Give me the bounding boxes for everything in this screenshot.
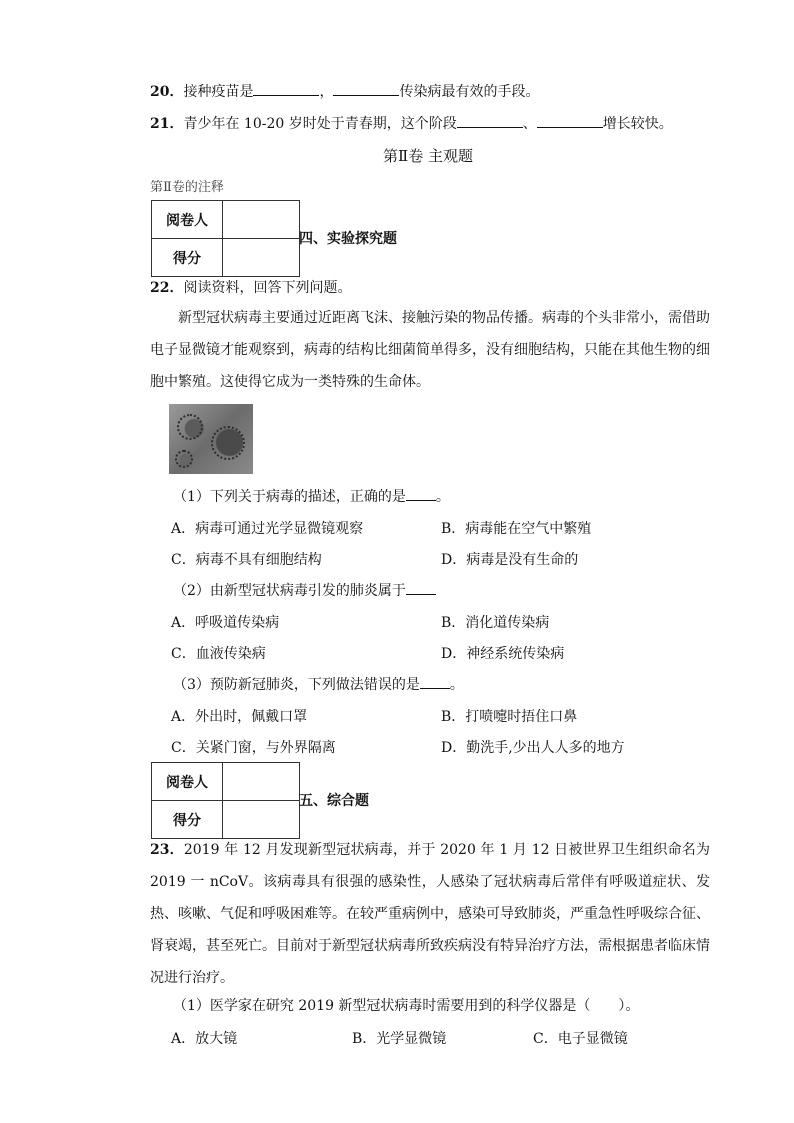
separator: 、	[522, 116, 537, 132]
punct: 。	[449, 677, 464, 693]
option-c[interactable]: C．病毒不具有细胞结构	[171, 552, 322, 568]
sub-question-3	[173, 674, 464, 695]
question-number: 21．	[150, 116, 184, 132]
answer-blank[interactable]	[457, 113, 523, 128]
question-text: 青少年在 10-20 岁时处于青春期，这个阶段	[183, 116, 457, 132]
option-b[interactable]: B．光学显微镜	[352, 1031, 447, 1047]
score-label: 得分	[152, 801, 223, 839]
score-field[interactable]	[223, 801, 300, 839]
question-text: 接种疫苗是	[183, 84, 254, 100]
punct: 。	[435, 489, 450, 505]
option-c[interactable]: C．关紧门窗，与外界隔离	[171, 740, 336, 756]
question-text: 传染病最有效的手段。	[399, 84, 540, 100]
option-c[interactable]: C．血液传染病	[171, 646, 266, 662]
question-23	[150, 834, 710, 994]
answer-blank[interactable]	[420, 674, 450, 689]
reviewer-label: 阅卷人	[152, 763, 223, 801]
option-c[interactable]: C．电子显微镜	[533, 1031, 628, 1047]
question-text: 增长较快。	[602, 116, 673, 132]
question-number: 20．	[150, 84, 184, 100]
question-number: 23．	[150, 842, 184, 858]
reviewer-field[interactable]	[223, 763, 300, 801]
answer-blank[interactable]	[253, 81, 319, 96]
option-d[interactable]: D．勤洗手,少出人人多的地方	[441, 740, 625, 756]
sub-question-1	[173, 486, 450, 507]
option-b[interactable]: B．病毒能在空气中繁殖	[441, 521, 592, 537]
reviewer-label: 阅卷人	[152, 201, 223, 239]
question-21	[150, 113, 673, 134]
sub-question-stem: （3）预防新冠肺炎，下列做法错误的是	[173, 677, 420, 693]
answer-blank[interactable]	[333, 81, 399, 96]
option-a[interactable]: A．放大镜	[171, 1031, 238, 1047]
option-d[interactable]: D．神经系统传染病	[441, 646, 565, 662]
option-d[interactable]: D．病毒是没有生命的	[441, 552, 579, 568]
separator: ，	[319, 84, 334, 100]
reading-passage: 新型冠状病毒主要通过近距离飞沫、接触污染的物品传播。病毒的个头非常小，需借助电子显微镜才能观察到，病毒的结构比细菌简单得多，没有细胞结构，只能在其他生物的细胞中繁殖。这使得它成为一类特殊的生命体。	[150, 310, 710, 390]
option-a[interactable]: A．呼吸道传染病	[171, 615, 280, 631]
sub-question-stem: （1）下列关于病毒的描述，正确的是	[173, 489, 406, 505]
score-label: 得分	[152, 239, 223, 277]
score-field[interactable]	[223, 239, 300, 277]
option-a[interactable]: A．外出时，佩戴口罩	[171, 709, 308, 725]
reviewer-field[interactable]	[223, 201, 300, 239]
score-box	[151, 762, 300, 839]
answer-blank[interactable]	[537, 113, 603, 128]
option-b[interactable]: B．打喷嚏时捂住口鼻	[441, 709, 578, 725]
sub-question-1: （1）医学家在研究 2019 新型冠状病毒时需要用到的科学仪器是（ ）。	[173, 998, 640, 1014]
volume-note: 第Ⅱ卷的注释	[150, 180, 224, 195]
question-text: 2019 年 12 月发现新型冠状病毒，并于 2020 年 1 月 12 日被世界卫生组织命名为 2019 一 nCoV。该病毒具有很强的感染性，人感染了冠状病毒后常伴有呼吸道症状、发热、咳嗽、气促和呼吸困难等。在较严重病例中，感染可导致肺炎，严重急性呼吸综合征、肾衰竭，甚至死亡。目前对于新型冠状病毒所致疾病没有特异治疗方法，需根据患者临床情况进行治疗。	[150, 842, 710, 986]
option-b[interactable]: B．消化道传染病	[441, 615, 550, 631]
question-22	[150, 278, 351, 298]
question-number: 22．	[150, 280, 184, 296]
option-a[interactable]: A．病毒可通过光学显微镜观察	[171, 521, 364, 537]
section-heading: 五、综合题	[299, 793, 369, 809]
answer-blank[interactable]	[406, 486, 436, 501]
score-box	[151, 200, 300, 277]
question-20	[150, 81, 539, 102]
section-heading: 四、实验探究题	[299, 231, 397, 247]
answer-blank[interactable]	[406, 580, 436, 595]
volume-title: 第Ⅱ卷 主观题	[383, 147, 473, 165]
sub-question-stem: （2）由新型冠状病毒引发的肺炎属于	[173, 583, 406, 599]
sub-question-2	[173, 580, 436, 601]
virus-image	[169, 404, 253, 474]
question-text: 阅读资料，回答下列问题。	[183, 280, 352, 296]
